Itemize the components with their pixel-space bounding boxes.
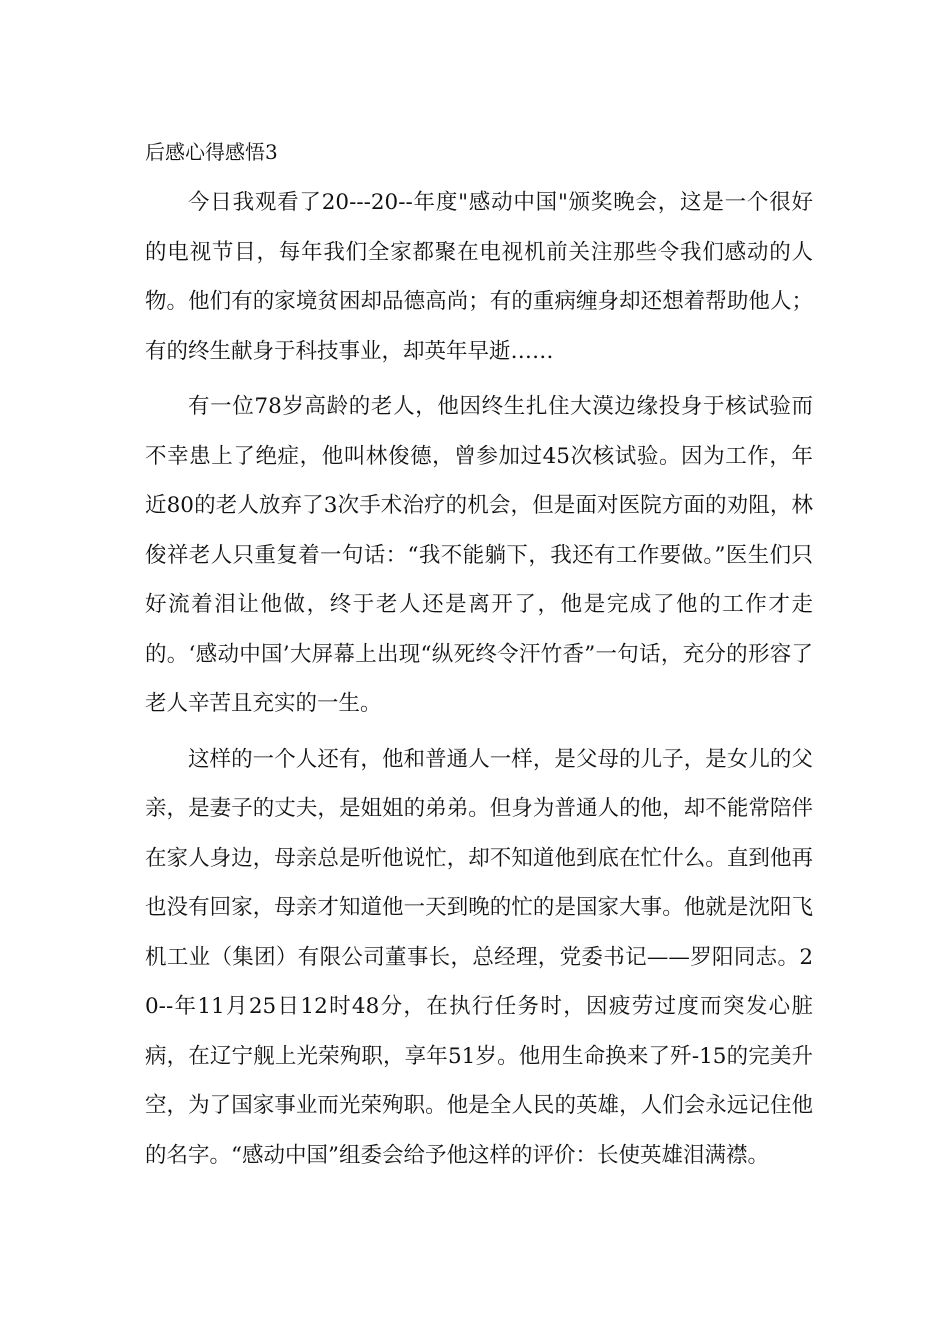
document-body	[145, 132, 813, 1186]
paragraph-3: 这样的一个人还有，他和普通人一样，是父母的儿子，是女儿的父亲，是妻子的丈夫，是姐姐的弟弟。但身为普通人的他，却不能常陪伴在家人身边，母亲总是听他说忙，却不知道他到底在忙什么。直到他再也没有回家，母亲才知道他一天到晚的忙的是国家大事。他就是沈阳飞机工业（集团）有限公司董事长，总经理，党委书记——罗阳同志。20--年11月25日12时48分，在执行任务时，因疲劳过度而突发心脏病，在辽宁舰上光荣殉职，享年51岁。他用生命换来了歼-15的完美升空，为了国家事业而光荣殉职。他是全人民的英雄，人们会永远记住他的名字。“感动中国”组委会给予他这样的评价：长使英雄泪满襟。	[145, 746, 813, 1168]
paragraph-1: 今日我观看了20---20--年度"感动中国"颁奖晚会，这是一个很好的电视节目，每年我们全家都聚在电视机前关注那些令我们感动的人物。他们有的家境贫困却品德高尚；有的重病缠身却还想着帮助他人；有的终生献身于科技事业，却英年早逝……	[145, 190, 813, 364]
paragraph-2: 有一位78岁高龄的老人，他因终生扎住大漠边缘投身于核试验而不幸患上了绝症，他叫林俊德，曾参加过45次核试验。因为工作，年近80的老人放弃了3次手术治疗的机会，但是面对医院方面的劝阻，林俊祥老人只重复着一句话：“我不能躺下，我还有工作要做。”医生们只好流着泪让他做，终于老人还是离开了，他是完成了他的工作才走的。‘感动中国’大屏幕上出现“纵死终令汗竹香”一句话，充分的形容了老人辛苦且充实的一生。	[145, 394, 813, 716]
section-heading: 后感心得感悟3	[145, 140, 278, 164]
